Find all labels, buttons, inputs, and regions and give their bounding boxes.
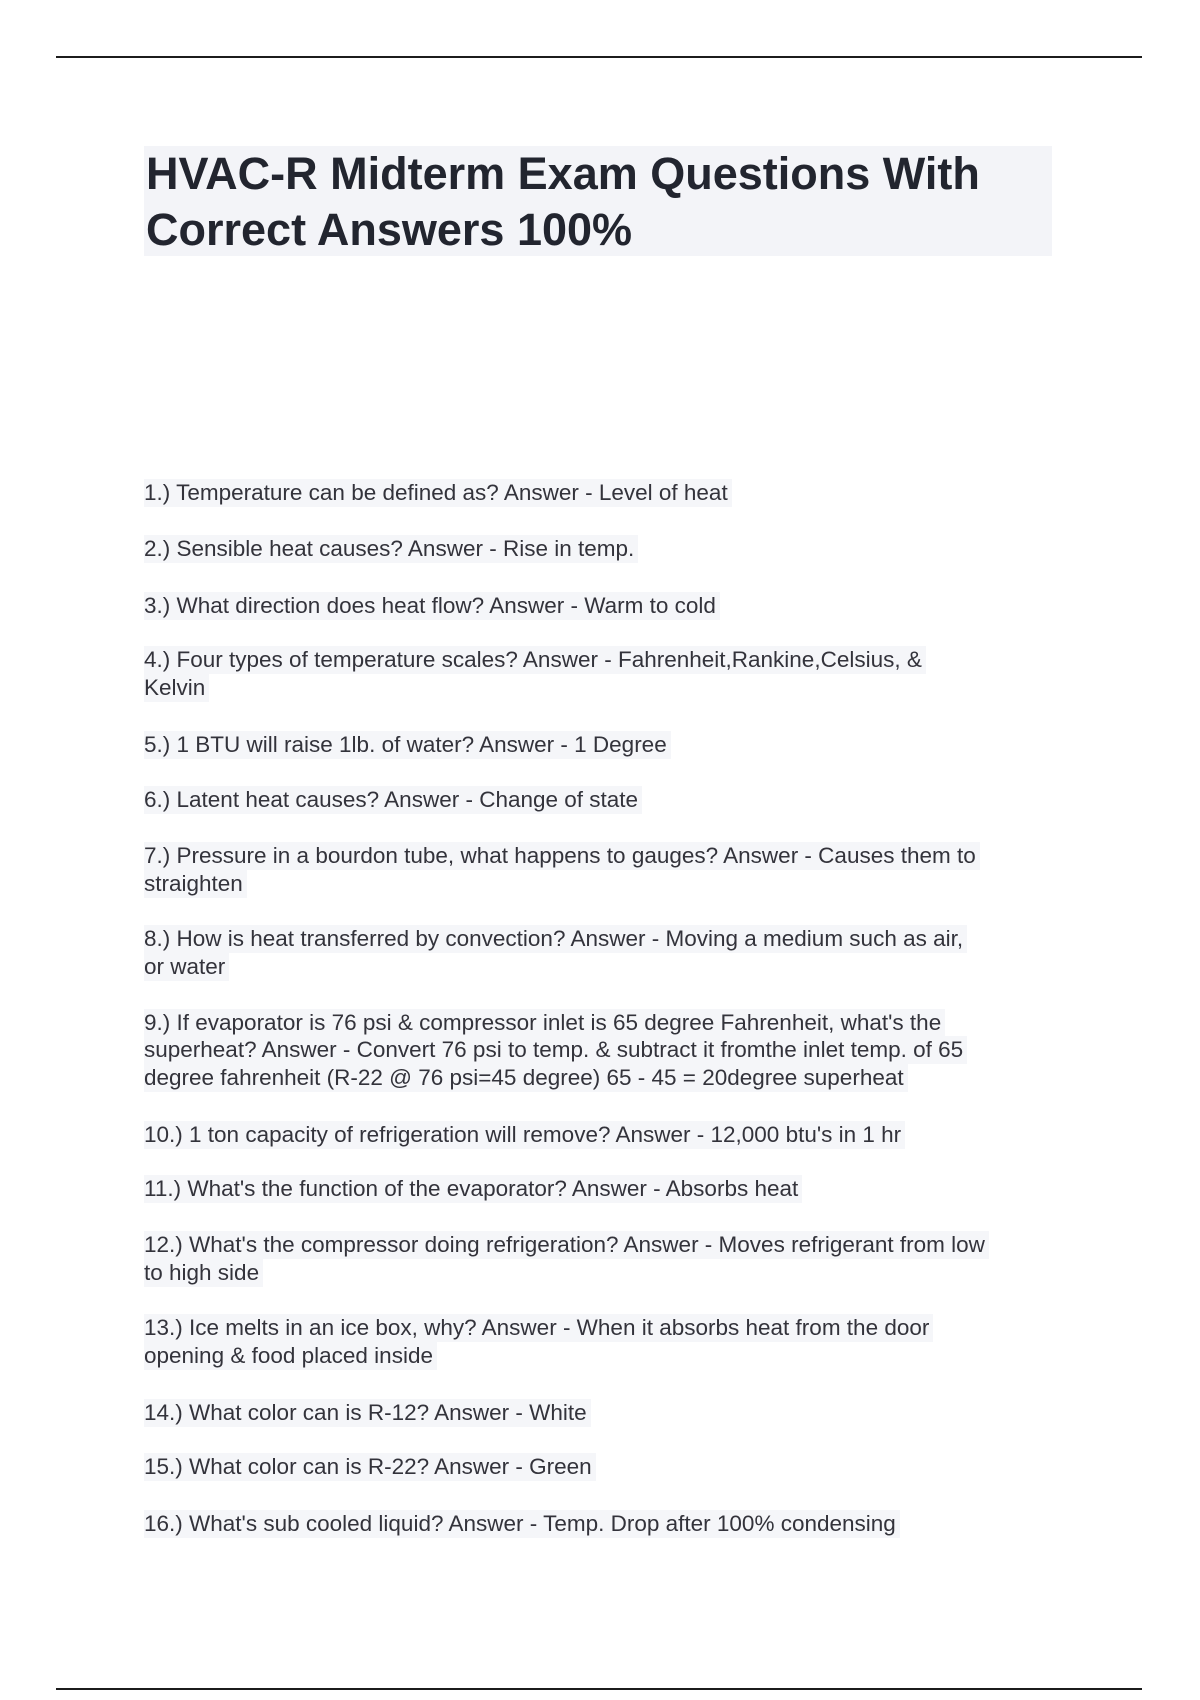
question-line: 12.) What's the compressor doing refrigeration? Answer - Moves refrigerant from low: [144, 1231, 989, 1259]
question-line: 16.) What's sub cooled liquid? Answer - Temp. Drop after 100% condensing: [144, 1510, 900, 1538]
bottom-rule: [56, 1688, 1142, 1690]
question-line: 9.) If evaporator is 76 psi & compressor inlet is 65 degree Fahrenheit, what's the: [144, 1009, 945, 1037]
question-line: 4.) Four types of temperature scales? Answer - Fahrenheit,Rankine,Celsius, &: [144, 646, 926, 674]
title-line-1: HVAC-R Midterm Exam Questions With: [146, 148, 980, 199]
question-line: or water: [144, 953, 229, 981]
title-line-2: Correct Answers 100%: [146, 204, 633, 255]
question-line: straighten: [144, 870, 247, 898]
question-line: to high side: [144, 1259, 263, 1287]
question-line: 7.) Pressure in a bourdon tube, what happens to gauges? Answer - Causes them to: [144, 842, 980, 870]
question-line: 15.) What color can is R-22? Answer - Green: [144, 1453, 596, 1481]
document-title: [144, 146, 1052, 256]
question-line: 13.) Ice melts in an ice box, why? Answer - When it absorbs heat from the door: [144, 1314, 933, 1342]
question-line: degree fahrenheit (R-22 @ 76 psi=45 degree) 65 - 45 = 20degree superheat: [144, 1064, 908, 1092]
question-line: 5.) 1 BTU will raise 1lb. of water? Answer - 1 Degree: [144, 731, 671, 759]
question-line: 14.) What color can is R-12? Answer - White: [144, 1399, 591, 1427]
question-line: 11.) What's the function of the evaporator? Answer - Absorbs heat: [144, 1175, 802, 1203]
question-line: 2.) Sensible heat causes? Answer - Rise in temp.: [144, 535, 638, 563]
question-line: superheat? Answer - Convert 76 psi to temp. & subtract it fromthe inlet temp. of 65: [144, 1036, 967, 1064]
top-rule: [56, 56, 1142, 58]
question-line: 3.) What direction does heat flow? Answer - Warm to cold: [144, 592, 720, 620]
question-line: 1.) Temperature can be defined as? Answer - Level of heat: [144, 479, 732, 507]
question-line: 6.) Latent heat causes? Answer - Change of state: [144, 786, 642, 814]
question-line: 8.) How is heat transferred by convection? Answer - Moving a medium such as air,: [144, 925, 967, 953]
question-line: opening & food placed inside: [144, 1342, 437, 1370]
question-line: Kelvin: [144, 674, 209, 702]
question-line: 10.) 1 ton capacity of refrigeration will remove? Answer - 12,000 btu's in 1 hr: [144, 1121, 905, 1149]
